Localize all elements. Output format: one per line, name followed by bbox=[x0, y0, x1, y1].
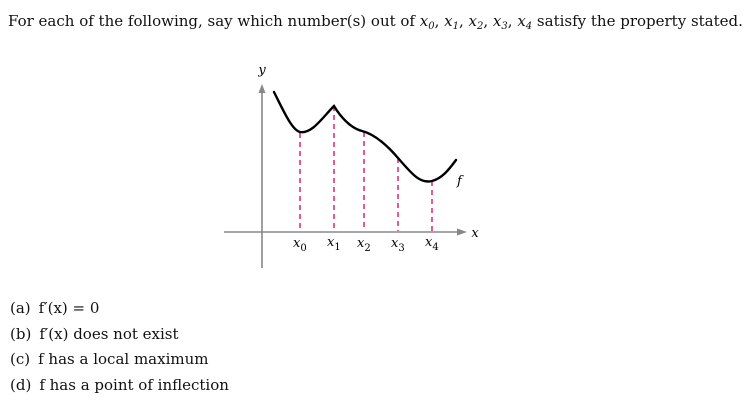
var-x2: $x_2$ bbox=[468, 12, 484, 32]
x-axis-arrow bbox=[457, 229, 467, 236]
x-axis-label: x bbox=[471, 226, 479, 241]
var-x0: $x_0$ bbox=[419, 12, 435, 32]
var-x4: $x_4$ bbox=[517, 12, 533, 32]
part-b-label: (b) bbox=[10, 324, 32, 343]
question-parts bbox=[10, 296, 229, 398]
var-x1: $x_1$ bbox=[444, 12, 459, 32]
part-c-text: f has a local maximum bbox=[38, 350, 209, 368]
curve-label-f: f bbox=[457, 174, 462, 189]
intro-text-before: For each of the following, say which number(s) out of bbox=[8, 12, 420, 30]
part-b-text: f′(x) does not exist bbox=[39, 324, 179, 343]
tick-label-x2: $x_2$ bbox=[357, 236, 371, 254]
tick-label-x3: $x_3$ bbox=[391, 236, 405, 254]
part-d-label: (d) bbox=[10, 375, 32, 394]
tick-label-x0: $x_0$ bbox=[293, 236, 307, 254]
part-c bbox=[10, 347, 229, 373]
tick-label-x1: $x_1$ bbox=[327, 235, 341, 253]
dashed-guides bbox=[300, 106, 432, 231]
part-a bbox=[10, 296, 229, 322]
tick-label-x4: $x_4$ bbox=[425, 235, 439, 253]
problem-statement: For each of the following, say which number(s) out of $x_0$, $x_1$, $x_2$, $x_3$, $x_4$ satisfy the property stated. bbox=[8, 12, 743, 32]
intro-text-after: satisfy the property stated. bbox=[532, 12, 743, 30]
part-a-label: (a) bbox=[10, 299, 31, 317]
var-x3: $x_3$ bbox=[492, 12, 508, 32]
part-d-text: f has a point of inflection bbox=[39, 375, 229, 394]
part-a-text: f′(x) = 0 bbox=[38, 299, 100, 317]
tick-labels bbox=[293, 235, 439, 254]
part-c-label: (c) bbox=[10, 350, 31, 368]
y-axis-label: y bbox=[258, 63, 266, 78]
part-b bbox=[10, 322, 229, 348]
curve-f bbox=[274, 92, 456, 182]
y-axis-arrow bbox=[259, 84, 266, 93]
part-d bbox=[10, 373, 229, 399]
